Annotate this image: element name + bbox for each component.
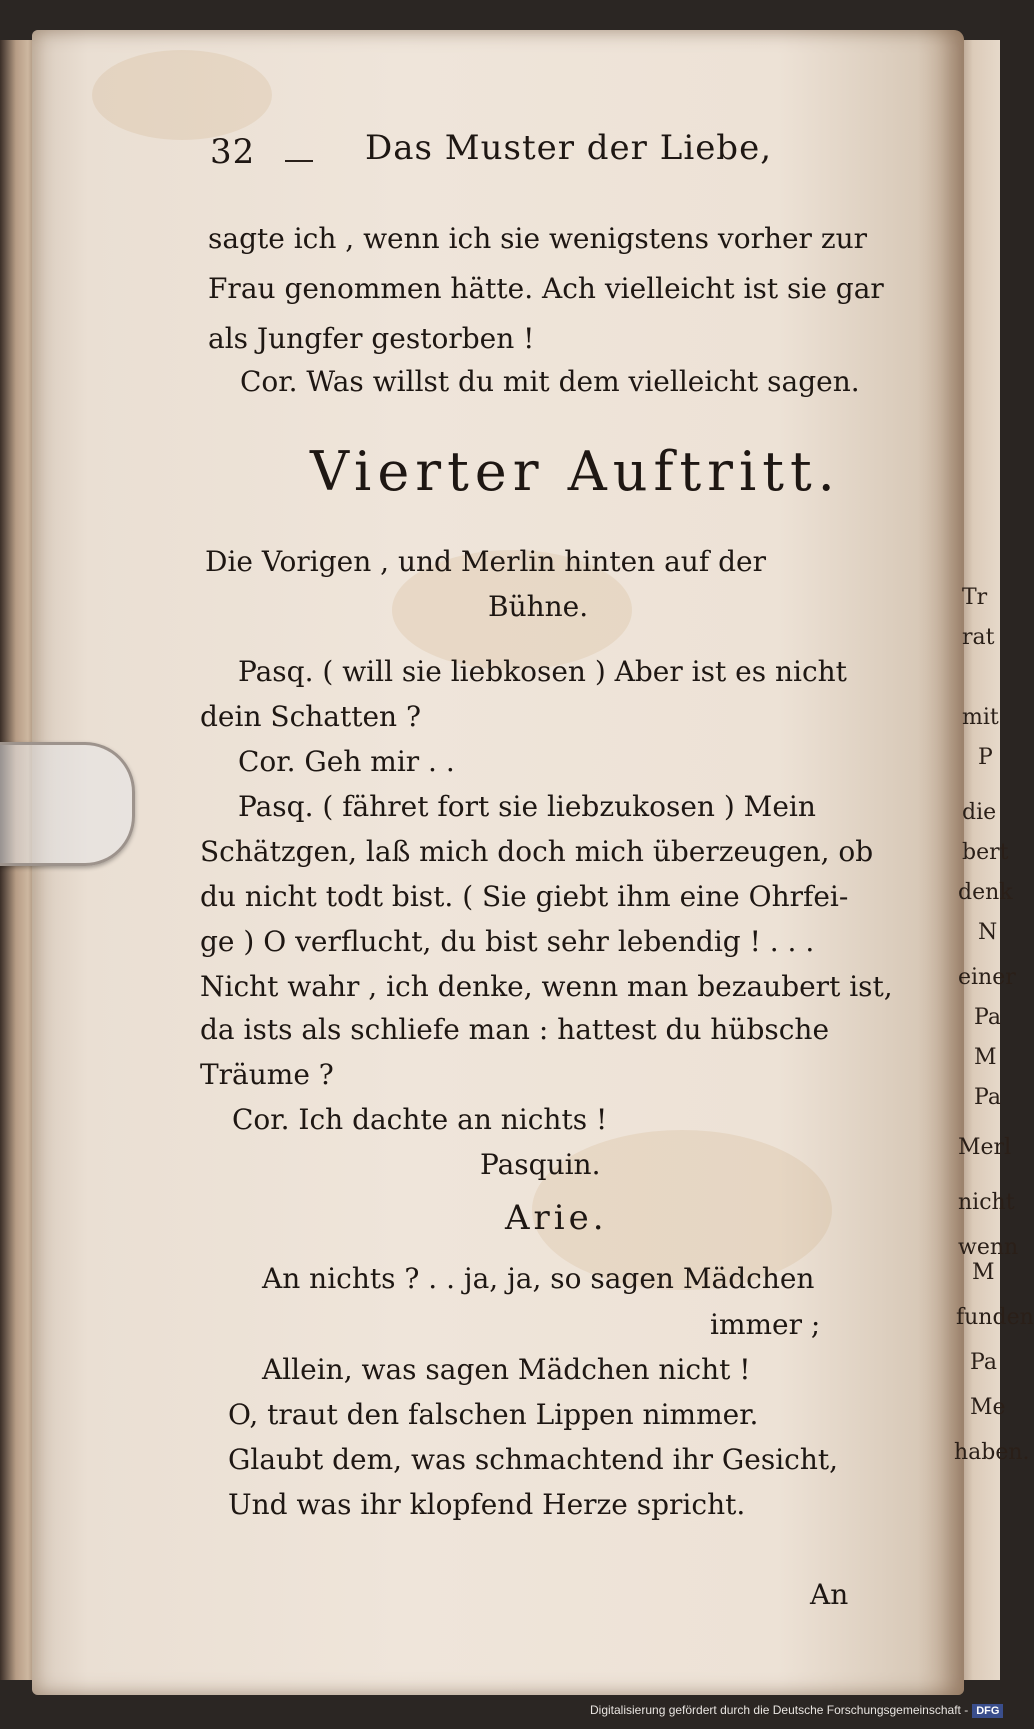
fragment: einer (958, 965, 1016, 990)
fragment: Me (970, 1395, 1006, 1420)
footer-attribution (590, 1703, 1000, 1718)
dfg-logo: DFG (972, 1704, 1003, 1718)
page-clip (0, 742, 135, 866)
fragment: denk (958, 880, 1013, 905)
aria-line: O, traut den falschen Lippen nimmer. (228, 1398, 759, 1431)
running-title: Das Muster der Liebe, (365, 128, 773, 168)
fragment: Pa (970, 1350, 997, 1375)
fragment: wenn (958, 1235, 1019, 1260)
fragment: M (972, 1260, 995, 1285)
aria-title: Arie. (505, 1198, 608, 1238)
dialogue-line: Nicht wahr , ich denke, wenn man bezaubert ist, (200, 970, 893, 1003)
fragment: nicht (958, 1190, 1015, 1215)
dialogue-line: Träume ? (200, 1058, 334, 1091)
dialogue-line: Pasq. ( fähret fort sie liebzukosen ) Mein (238, 790, 816, 823)
aria-line: immer ; (710, 1308, 821, 1341)
fragment: haben. (954, 1440, 1030, 1465)
dialogue-line: ge ) O verflucht, du bist sehr lebendig ! . . . (200, 925, 815, 958)
speaker-name: Pasquin. (480, 1148, 601, 1181)
aria-line: Glaubt dem, was schmachtend ihr Gesicht, (228, 1443, 839, 1476)
fragment: Merl (958, 1135, 1012, 1160)
fragment: Pa (974, 1085, 1001, 1110)
text-line: sagte ich , wenn ich sie wenigstens vorher zur (208, 222, 868, 255)
dialogue-line: da ists als schliefe man : hattest du hübsche (200, 1013, 830, 1046)
fragment: bert (962, 840, 1009, 865)
text-line: Cor. Was willst du mit dem vielleicht sagen. (240, 365, 860, 398)
dialogue-line: dein Schatten ? (200, 700, 421, 733)
dialogue-line: du nicht todt bist. ( Sie giebt ihm eine Ohrfei- (200, 880, 849, 913)
aria-line: Und was ihr klopfend Herze spricht. (228, 1488, 746, 1521)
page-number: 32 (210, 132, 256, 172)
stage-direction: Die Vorigen , und Merlin hinten auf der (205, 545, 766, 578)
fragment: Tr (962, 585, 988, 610)
dialogue-line: Cor. Geh mir . . (238, 745, 455, 778)
scene-title: Vierter Auftritt. (310, 440, 841, 503)
dialogue-line: Pasq. ( will sie liebkosen ) Aber ist es nicht (238, 655, 847, 688)
aria-line: An nichts ? . . ja, ja, so sagen Mädchen (262, 1262, 815, 1295)
dialogue-line: Cor. Ich dachte an nichts ! (232, 1103, 608, 1136)
fragment: mit (962, 705, 999, 730)
header-rule (285, 160, 313, 162)
aria-line: Allein, was sagen Mädchen nicht ! (262, 1353, 751, 1386)
fragment: Pa (974, 1005, 1001, 1030)
fragment: rat (962, 625, 995, 650)
fragment: M (974, 1045, 997, 1070)
fragment: N (978, 920, 998, 945)
catchword: An (810, 1578, 849, 1611)
stage-direction: Bühne. (488, 590, 589, 623)
dialogue-line: Schätzgen, laß mich doch mich überzeugen, ob (200, 835, 874, 868)
fragment: funden (956, 1305, 1034, 1330)
fragment: P (978, 745, 993, 770)
text-line: Frau genommen hätte. Ach vielleicht ist sie gar (208, 272, 884, 305)
paper-stain (92, 50, 272, 140)
text-line: als Jungfer gestorben ! (208, 322, 535, 355)
footer-text: Digitalisierung gefördert durch die Deutsche Forschungsgemeinschaft - (590, 1703, 969, 1717)
fragment: die (962, 800, 997, 825)
